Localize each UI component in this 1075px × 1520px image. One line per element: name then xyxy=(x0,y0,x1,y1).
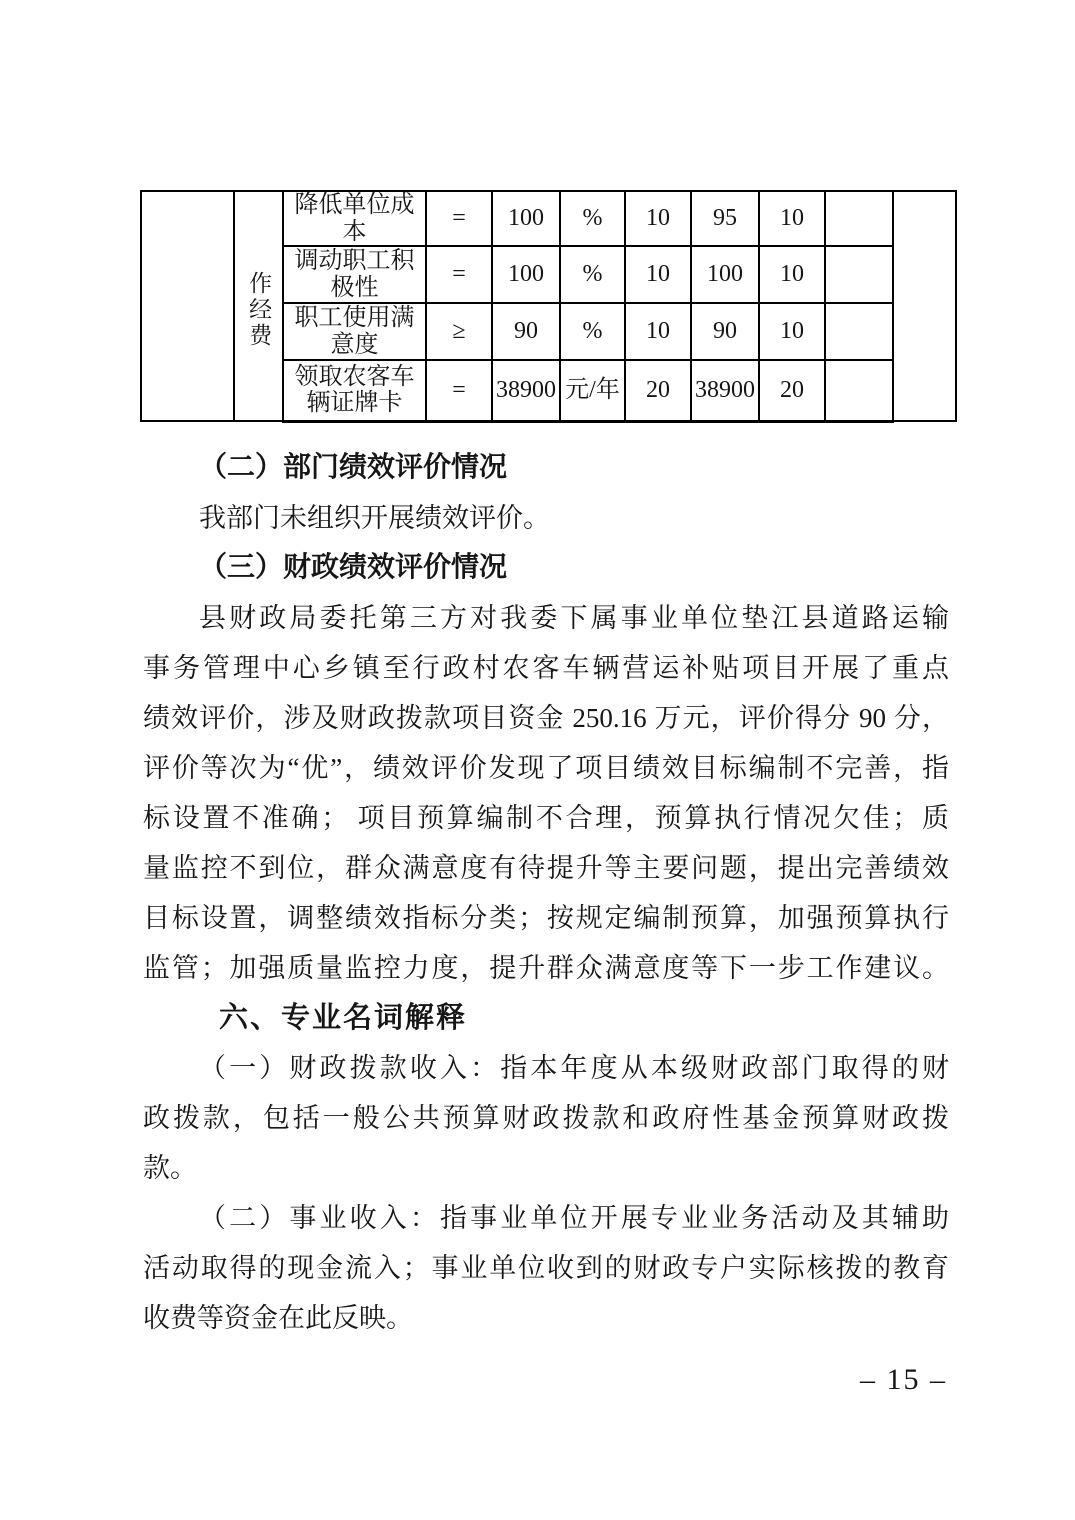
target-value-cell: 90 xyxy=(492,303,560,360)
merged-right-blank-cell xyxy=(893,191,956,421)
page-number: – 15 – xyxy=(860,1363,947,1396)
unit-cell: % xyxy=(560,303,625,360)
indicator-name-cell: 领取农客车辆证牌卡 xyxy=(283,360,426,421)
body-text-block xyxy=(143,443,949,1343)
unit-cell: % xyxy=(560,191,625,246)
indicator-name-cell: 降低单位成本 xyxy=(283,191,426,246)
target-value-cell: 100 xyxy=(492,246,560,303)
paragraph-line: 标设置不准确； 项目预算编制不合理，预算执行情况欠佳；质 xyxy=(143,803,949,833)
comparator-cell: ≥ xyxy=(426,303,492,360)
empty-cell xyxy=(825,360,893,421)
actual-value-cell: 100 xyxy=(691,246,759,303)
target-value-cell: 38900 xyxy=(492,360,560,421)
merged-left-blank-cell xyxy=(141,191,234,421)
paragraph-line: 活动取得的现金流入；事业单位收到的财政专户实际核拨的教育 xyxy=(143,1253,949,1283)
heading-section-2: （二）部门绩效评价情况 xyxy=(199,452,508,483)
paragraph-section-2: 我部门未组织开展绩效评价。 xyxy=(199,503,550,533)
group-label-cell xyxy=(234,191,283,421)
paragraph-line: 县财政局委托第三方对我委下属事业单位垫江县道路运输 xyxy=(199,603,949,633)
weight-cell: 20 xyxy=(625,360,691,421)
heading-section-6: 六、专业名词解释 xyxy=(219,1002,468,1034)
target-value-cell: 100 xyxy=(492,191,560,246)
score-cell: 10 xyxy=(759,246,825,303)
table-row xyxy=(141,191,956,246)
group-label-vertical-text: 作经费 xyxy=(246,270,272,349)
empty-cell xyxy=(825,303,893,360)
paragraph-line: 目标设置，调整绩效指标分类；按规定编制预算，加强预算执行 xyxy=(143,903,949,933)
comparator-cell: = xyxy=(426,360,492,421)
paragraph-line: 事务管理中心乡镇至行政村农客车辆营运补贴项目开展了重点 xyxy=(143,653,949,683)
comparator-cell: = xyxy=(426,246,492,303)
paragraph-line: 政拨款，包括一般公共预算财政拨款和政府性基金预算财政拨 xyxy=(143,1103,949,1133)
paragraph-line: 款。 xyxy=(143,1153,197,1183)
heading-section-3: （三）财政绩效评价情况 xyxy=(199,552,508,583)
paragraph-line: 监管；加强质量监控力度，提升群众满意度等下一步工作建议。 xyxy=(143,953,949,983)
paragraph-line: （一）财政拨款收入：指本年度从本级财政部门取得的财 xyxy=(199,1053,949,1083)
actual-value-cell: 95 xyxy=(691,191,759,246)
comparator-cell: = xyxy=(426,191,492,246)
actual-value-cell: 38900 xyxy=(691,360,759,421)
empty-cell xyxy=(825,191,893,246)
weight-cell: 10 xyxy=(625,303,691,360)
empty-cell xyxy=(825,246,893,303)
paragraph-line: （二）事业收入：指事业单位开展专业业务活动及其辅助 xyxy=(199,1203,949,1233)
score-cell: 20 xyxy=(759,360,825,421)
indicator-name-cell: 调动职工积极性 xyxy=(283,246,426,303)
unit-cell: 元/年 xyxy=(560,360,625,421)
unit-cell: % xyxy=(560,246,625,303)
paragraph-line: 收费等资金在此反映。 xyxy=(143,1303,413,1333)
paragraph-line: 绩效评价，涉及财政拨款项目资金 250.16 万元，评价得分 90 分， xyxy=(143,703,949,733)
indicator-name-cell: 职工使用满意度 xyxy=(283,303,426,360)
paragraph-line: 量监控不到位，群众满意度有待提升等主要问题，提出完善绩效 xyxy=(143,853,949,883)
paragraph-line: 评价等次为“优”，绩效评价发现了项目绩效目标编制不完善，指 xyxy=(143,753,949,783)
performance-indicators-table xyxy=(140,190,957,423)
score-cell: 10 xyxy=(759,303,825,360)
score-cell: 10 xyxy=(759,191,825,246)
actual-value-cell: 90 xyxy=(691,303,759,360)
weight-cell: 10 xyxy=(625,246,691,303)
weight-cell: 10 xyxy=(625,191,691,246)
